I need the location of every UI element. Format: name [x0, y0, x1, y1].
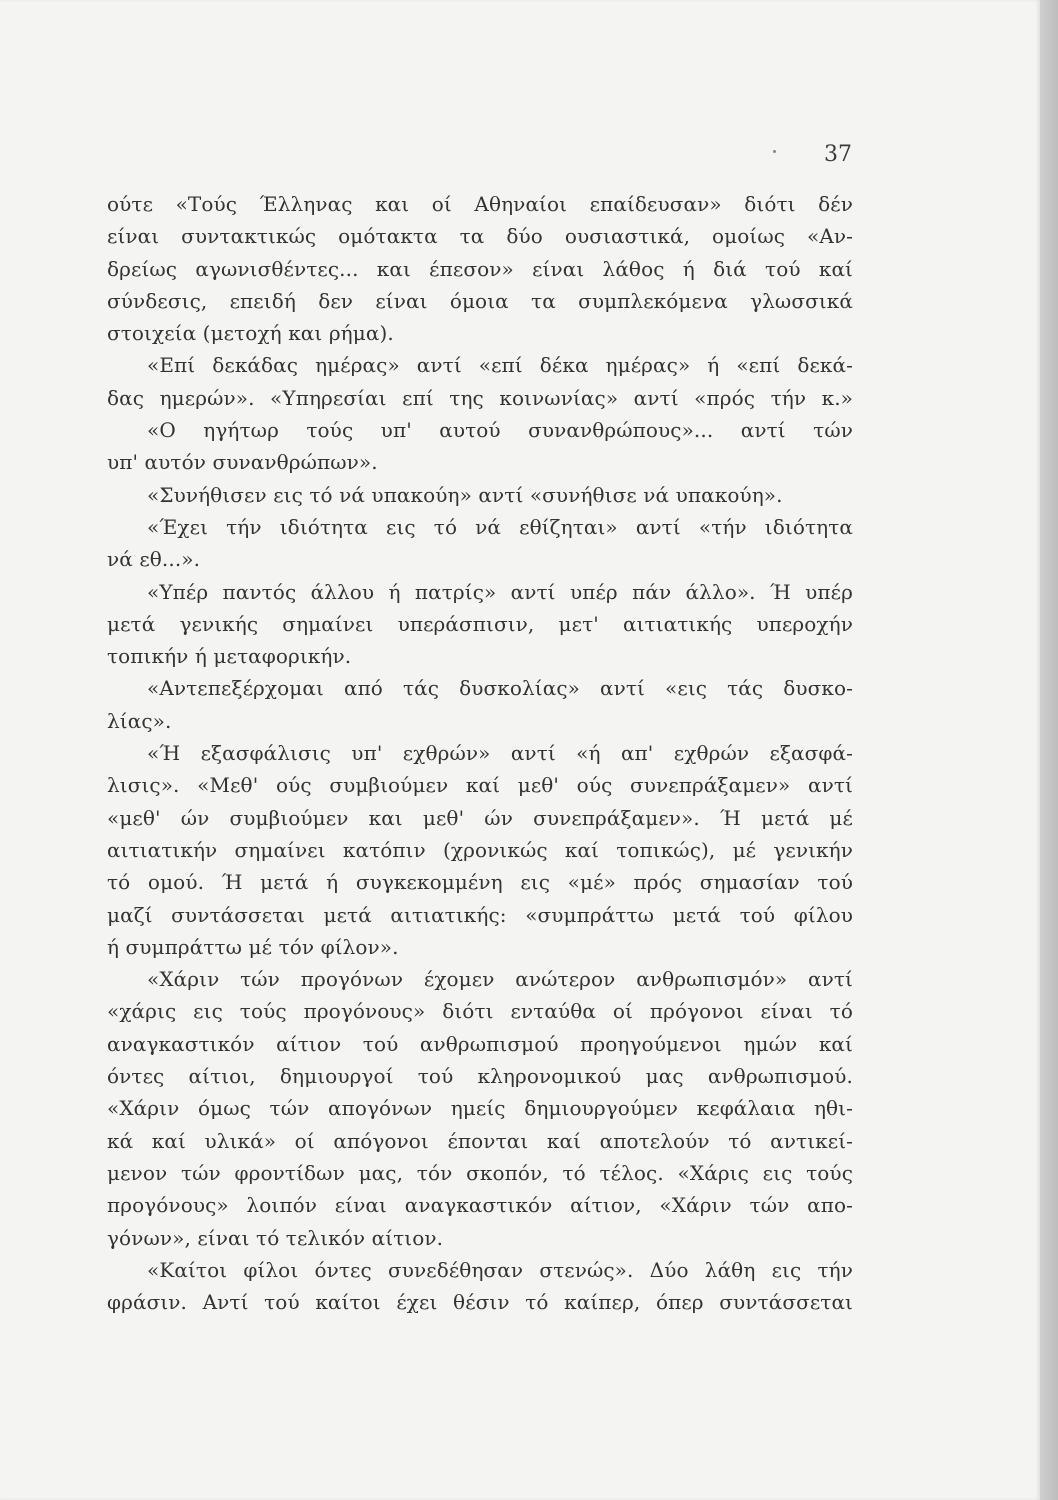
text-line: «Αντεπεξέρχομαι από τάς δυσκολίας» αντί «εις τάς δυσκο-: [147, 676, 853, 701]
text-line: ούτε «Τούς Έλληνας και οί Αθηναίοι επαίδευσαν» διότι δέν: [107, 192, 853, 216]
text-line: λίας».: [107, 708, 172, 733]
text-line: φράσιν. Αντί τού καίτοι έχει θέσιν τό καίπερ, όπερ συντάσσεται: [107, 1290, 853, 1315]
text-line: τό ομού. Ή μετά ή συγκεκομμένη εις «μέ» πρός σημασίαν τού: [107, 870, 853, 895]
text-line: «Χάριν τών προγόνων έχομεν ανώτερον ανθρωπισμόν» αντί: [147, 967, 853, 992]
text-line: στοιχεία (μετοχή και ρήμα).: [107, 321, 394, 346]
text-line: μενον τών φροντίδων μας, τόν σκοπόν, τό τέλος. «Χάρις εις τούς: [107, 1160, 853, 1185]
text-line: «Καίτοι φίλοι όντες συνεδέθησαν στενώς». Δύο λάθη εις τήν: [147, 1257, 853, 1282]
page-edge-shadow: [1040, 0, 1058, 1500]
text-line: δρείως αγωνισθέντες... και έπεσον» είναι λάθος ή διά τού καί: [107, 256, 853, 281]
text-line: γόνων», είναι τό τελικόν αίτιον.: [107, 1225, 444, 1250]
text-line: μετά γενικής σημαίνει υπεράσπισιν, μετ' αιτιατικής υπεροχήν: [107, 611, 853, 636]
text-line: προγόνους» λοιπόν είναι αναγκαστικόν αίτιον, «Χάριν τών απο-: [107, 1193, 853, 1218]
text-line: είναι συντακτικώς ομότακτα τα δύο ουσιαστικά, ομοίως «Αν-: [107, 224, 853, 249]
text-line: «μεθ' ών συμβιούμεν και μεθ' ών συνεπράξαμεν». Ή μετά μέ: [107, 805, 853, 830]
text-line: «Έχει τήν ιδιότητα εις τό νά εθίζηται» αντί «τήν ιδιότητα: [147, 514, 853, 539]
text-line: «Χάριν όμως τών απογόνων ημείς δημιουργούμεν κεφάλαια ηθι-: [107, 1096, 853, 1121]
text-line: «Ή εξασφάλισις υπ' εχθρών» αντί «ή απ' εχθρών εξασφά-: [147, 741, 853, 766]
text-line: «Ο ηγήτωρ τούς υπ' αυτού συνανθρώπους»... αντί τών: [147, 418, 853, 443]
text-line: κά καί υλικά» οί απόγονοι έπονται καί αποτελούν τό αντικεί-: [107, 1128, 853, 1153]
text-line: δας ημερών». «Υπηρεσίαι επί της κοινωνίας» αντί «πρός τήν κ.»: [107, 385, 853, 410]
page-number: 37: [824, 142, 852, 167]
text-line: λισις». «Μεθ' ούς συμβιούμεν καί μεθ' ούς συνεπράξαμεν» αντί: [107, 773, 853, 798]
body-text: [107, 188, 853, 1318]
text-line: όντες αίτιοι, δημιουργοί τού κληρονομικού μας ανθρωπισμού.: [107, 1064, 853, 1089]
text-line: μαζί συντάσσεται μετά αιτιατικής: «συμπράττω μετά τού φίλου: [107, 902, 853, 927]
text-line: σύνδεσις, επειδή δεν είναι όμοια τα συμπλεκόμενα γλωσσικά: [107, 288, 853, 313]
text-line: υπ' αυτόν συνανθρώπων».: [107, 450, 378, 475]
text-line: αιτιατικήν σημαίνει κατόπιν (χρονικώς καί τοπικώς), μέ γενικήν: [107, 837, 853, 862]
text-line: «Επί δεκάδας ημέρας» αντί «επί δέκα ημέρας» ή «επί δεκά-: [147, 353, 853, 378]
text-line: τοπικήν ή μεταφορικήν.: [107, 644, 352, 669]
text-line: «Συνήθισεν εις τό νά υπακούη» αντί «συνήθισε νά υπακούη».: [147, 482, 783, 507]
text-line: «Υπέρ παντός άλλου ή πατρίς» αντί υπέρ πάν άλλο». Ή υπέρ: [147, 579, 853, 604]
text-line: «χάρις εις τούς προγόνους» διότι ενταύθα οί πρόγονοι είναι τό: [107, 999, 853, 1024]
text-line: νά εθ...».: [107, 547, 201, 572]
text-line: αναγκαστικόν αίτιον τού ανθρωπισμού προηγούμενοι ημών καί: [107, 1031, 853, 1056]
margin-dot: [773, 150, 776, 153]
text-line: ή συμπράττω μέ τόν φίλον».: [107, 934, 399, 959]
